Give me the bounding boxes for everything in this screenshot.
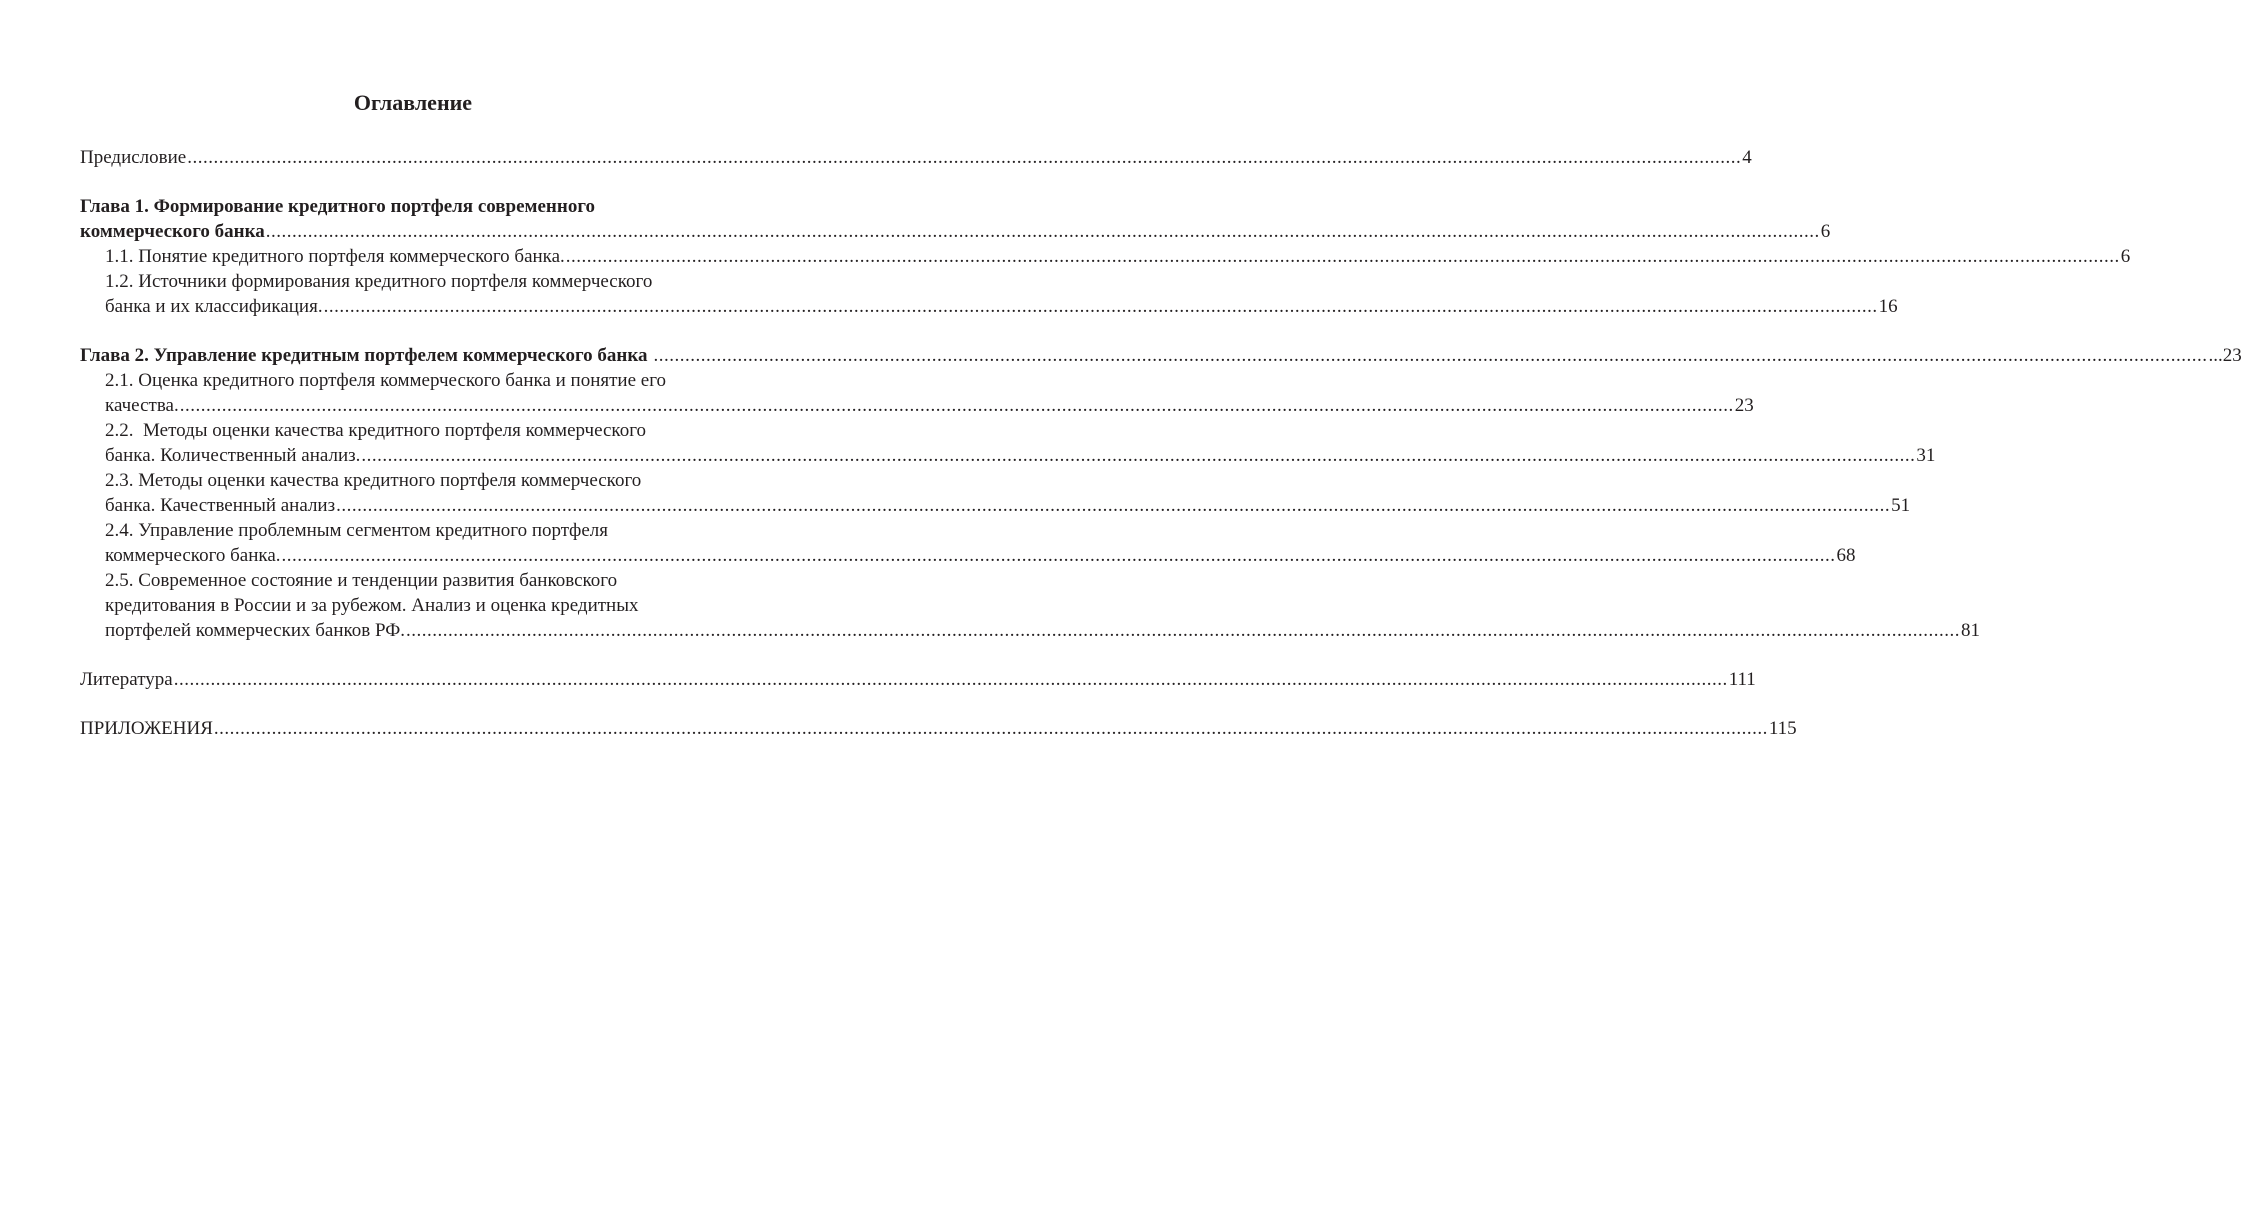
toc-entry-title-line: Глава 1. Формирование кредитного портфеля современного	[80, 196, 595, 217]
toc-page-number: 115	[1768, 718, 1797, 739]
dot-leader	[174, 667, 1728, 692]
toc-entry-title-line: портфелей коммерческих банков РФ.	[105, 620, 406, 641]
toc-entry-title: Предисловие	[80, 147, 187, 168]
toc-page-number: 31	[1916, 445, 1936, 466]
toc-entry-title-line: 2.2. Методы оценки качества кредитного портфеля коммерческого	[105, 420, 647, 441]
dot-leader	[566, 244, 2120, 269]
toc-entry-title: Литература	[80, 669, 173, 690]
toc-entry-section-2-5	[80, 568, 1981, 643]
toc-page-number: 6	[1820, 221, 1831, 242]
toc-entry-section-1-1	[80, 244, 2131, 269]
toc-entry-title-line: качества.	[105, 395, 179, 416]
toc-entry-preface	[80, 145, 1752, 170]
toc-entry-title-line: 2.4. Управление проблемным сегментом кредитного портфеля	[105, 520, 608, 541]
toc-page-number: 4	[1742, 147, 1752, 168]
dot-leader	[336, 493, 1890, 518]
toc-page-number-value: 23	[2222, 345, 2242, 366]
dot-leader	[266, 219, 1820, 244]
dot-leader	[406, 618, 1960, 643]
toc-entry-title: Глава 2. Управление кредитным портфелем коммерческого банка	[80, 345, 648, 366]
toc-entry-chapter-1	[80, 194, 1831, 244]
toc-entry-title: 1.1. Понятие кредитного портфеля коммерческого банка.	[105, 246, 565, 267]
toc-page-number: 111	[1728, 669, 1756, 690]
toc-page-number: 68	[1836, 545, 1856, 566]
dot-leader	[361, 443, 1915, 468]
toc-entry-chapter-2	[80, 343, 2242, 368]
spacer	[80, 692, 746, 716]
dot-leader	[282, 543, 1836, 568]
toc-entry-title-line: банка. Количественный анализ.	[105, 445, 361, 466]
toc-entry-section-2-3	[80, 468, 1911, 518]
toc-entry-title-line: 2.5. Современное состояние и тенденции развития банковского	[105, 570, 618, 591]
dot-leader	[180, 393, 1734, 418]
toc-entry-section-2-2	[80, 418, 1936, 468]
toc-entry-title-line: банка. Качественный анализ	[105, 495, 336, 516]
toc-entry-title-line: коммерческого банка	[80, 221, 265, 242]
toc-page-number: 6	[2120, 246, 2131, 267]
toc-entry-section-2-1	[80, 368, 1754, 418]
dot-leader	[324, 294, 1878, 319]
toc-entry-title-line: 2.3. Методы оценки качества кредитного портфеля коммерческого	[105, 470, 642, 491]
toc-entry-title-line: коммерческого банка.	[105, 545, 281, 566]
toc-entry-title: ПРИЛОЖЕНИЯ	[80, 718, 213, 739]
dot-leader	[654, 343, 2208, 368]
toc-entry-title-line: 1.2. Источники формирования кредитного портфеля коммерческого	[105, 271, 653, 292]
toc-title: Оглавление	[353, 90, 473, 115]
spacer	[80, 170, 746, 194]
toc-entry-title-line: 2.1. Оценка кредитного портфеля коммерческого банка и понятие его	[105, 370, 667, 391]
toc-entry-section-1-2	[80, 269, 1898, 319]
dot-leader	[214, 716, 1768, 741]
toc-entry-title-line: банка и их классификация.	[105, 296, 323, 317]
toc-entry-section-2-4	[80, 518, 1856, 568]
toc-page-number: 81	[1961, 620, 1981, 641]
spacer	[80, 319, 746, 343]
toc-page-number: 23	[1734, 395, 1754, 416]
toc-page-number: ...23	[2208, 345, 2242, 366]
toc-page-number: 16	[1878, 296, 1898, 317]
toc-entry-appendices	[80, 716, 1797, 741]
toc-entry-references	[80, 667, 1756, 692]
toc-page-number: 51	[1891, 495, 1911, 516]
table-of-contents	[80, 88, 2242, 741]
toc-entry-title-line: кредитования в России и за рубежом. Анализ и оценка кредитных	[105, 595, 639, 616]
spacer	[80, 643, 746, 667]
dot-leader	[187, 145, 1741, 170]
